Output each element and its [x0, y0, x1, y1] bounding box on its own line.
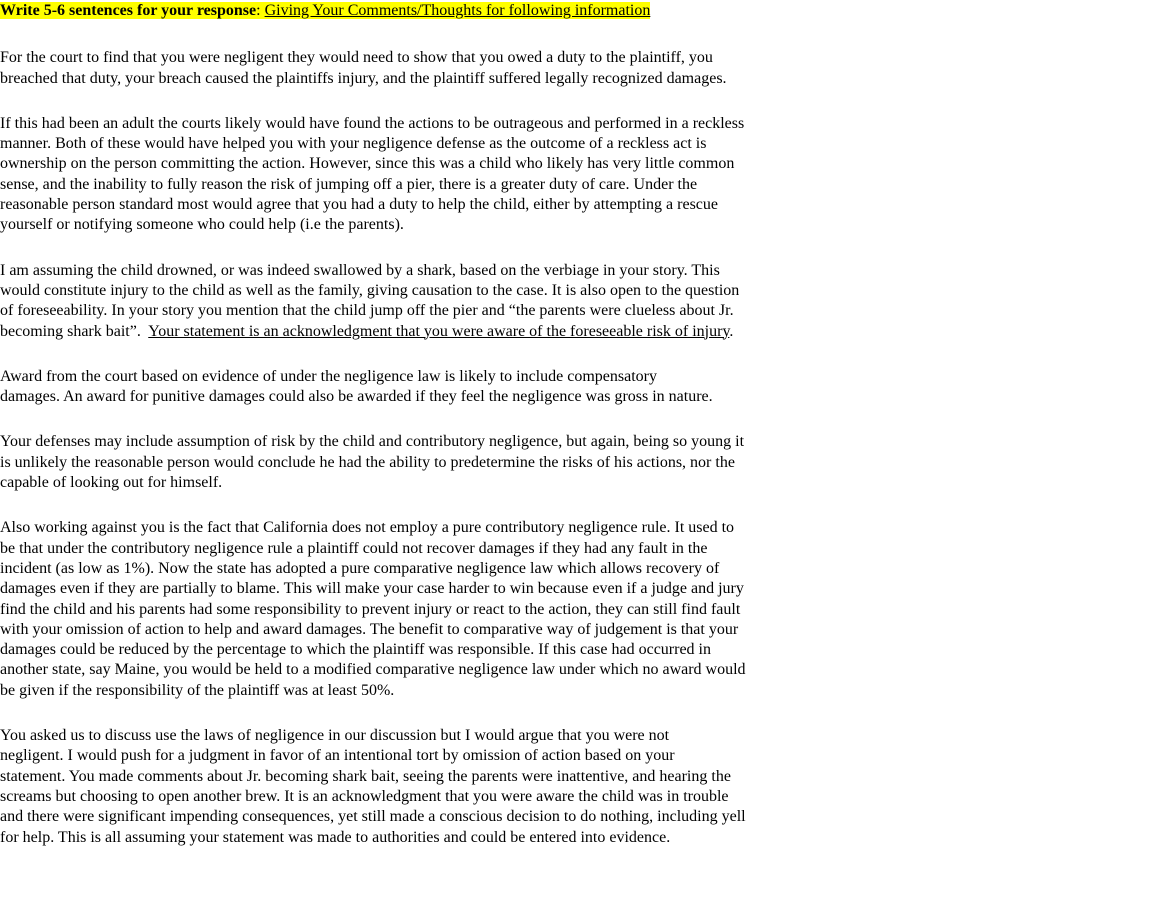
text-line: reasonable person standard most would agree that you had a duty to help the child, either by attempting a rescue — [0, 196, 718, 214]
text-line: sense, and the inability to fully reason the risk of jumping off a pier, there is a greater duty of care. Under the — [0, 175, 698, 193]
text-line: and there were significant impending consequences, yet still made a conscious decision to do nothing, including yell — [0, 808, 746, 826]
paragraph-duty-of-care — [0, 114, 830, 236]
text-line: ownership on the person committing the action. However, since this was a child who likely has very little common — [0, 155, 735, 173]
text-line: of foreseeability. In your story you mention that the child jump off the pier and “the parents were clueless about Jr. — [0, 302, 734, 320]
text-line: Your defenses may include assumption of risk by the child and contributory negligence, but again, being so young it — [0, 433, 745, 451]
text-line: Also working against you is the fact that California does not employ a pure contributory negligence rule. It used to — [0, 519, 735, 537]
text-line: manner. Both of these would have helped you with your negligence defense as the outcome of a reckless act is — [0, 135, 707, 153]
text-line-end: . — [729, 322, 734, 340]
text-line: statement. You made comments about Jr. becoming shark bait, seeing the parents were inattentive, and hearing the — [0, 767, 731, 785]
response-prompt-header — [0, 1, 830, 21]
text-line: is unlikely the reasonable person would conclude he had the ability to predetermine the risks of his actions, nor the — [0, 453, 735, 471]
text-line: find the child and his parents had some responsibility to prevent injury or react to the action, they can still find fault — [0, 600, 741, 618]
text-line: becoming shark bait”. — [0, 322, 149, 340]
text-line: yourself or notifying someone who could help (i.e the parents). — [0, 216, 404, 234]
text-line: negligent. I would push for a judgment in favor of an intentional tort by omission of action based on your — [0, 747, 675, 765]
underlined-statement: Your statement is an acknowledgment that you were aware of the foreseeable risk of injury — [148, 322, 730, 340]
text-line: be that under the contributory negligence rule a plaintiff could not recover damages if they had any fault in the — [0, 539, 708, 557]
paragraph-defenses — [0, 432, 830, 493]
text-line: be given if the responsibility of the plaintiff was at least 50%. — [0, 681, 395, 699]
document-body — [0, 1, 830, 848]
paragraph-damages-award — [0, 367, 830, 408]
text-line: damages could be reduced by the percentage to which the plaintiff was responsible. If this case had occurred in — [0, 641, 711, 659]
text-line: damages. An award for punitive damages could also be awarded if they feel the negligence was gross in nature. — [0, 388, 713, 406]
prompt-label: Write 5-6 sentences for your response — [0, 2, 257, 19]
text-line: I am assuming the child drowned, or was indeed swallowed by a shark, based on the verbiage in your story. This — [0, 261, 720, 279]
paragraph-intentional-tort — [0, 726, 830, 848]
text-line: another state, say Maine, you would be held to a modified comparative negligence law under which no award would — [0, 661, 746, 679]
text-line: capable of looking out for himself. — [0, 474, 223, 492]
text-line: For the court to find that you were negligent they would need to show that you owed a duty to the plaintiff, you — [0, 49, 713, 67]
text-line: incident (as low as 1%). Now the state has adopted a pure comparative negligence law which allows recovery of — [0, 559, 720, 577]
text-line: You asked us to discuss use the laws of negligence in our discussion but I would argue that you were not — [0, 727, 670, 745]
paragraph-negligence-elements — [0, 48, 830, 89]
text-line: for help. This is all assuming your statement was made to authorities and could be entered into evidence. — [0, 828, 671, 846]
prompt-separator: : — [256, 2, 265, 19]
text-line: with your omission of action to help and award damages. The benefit to comparative way of judgement is that your — [0, 620, 739, 638]
text-line: breached that duty, your breach caused the plaintiffs injury, and the plaintiff suffered legally recognized damages. — [0, 69, 727, 87]
paragraph-comparative-negligence — [0, 518, 830, 701]
text-line: If this had been an adult the courts likely would have found the actions to be outrageous and performed in a reckless — [0, 114, 745, 132]
paragraph-causation-foreseeability — [0, 261, 830, 342]
text-line: would constitute injury to the child as well as the family, giving causation to the case. It is also open to the question — [0, 281, 740, 299]
prompt-topic: Giving Your Comments/Thoughts for following information — [264, 2, 651, 19]
text-line: damages even if they are partially to blame. This will make your case harder to win because even if a judge and jury — [0, 580, 744, 598]
text-line: screams but choosing to open another brew. It is an acknowledgment that you were aware the child was in trouble — [0, 787, 729, 805]
text-line: Award from the court based on evidence of under the negligence law is likely to include compensatory — [0, 367, 657, 385]
